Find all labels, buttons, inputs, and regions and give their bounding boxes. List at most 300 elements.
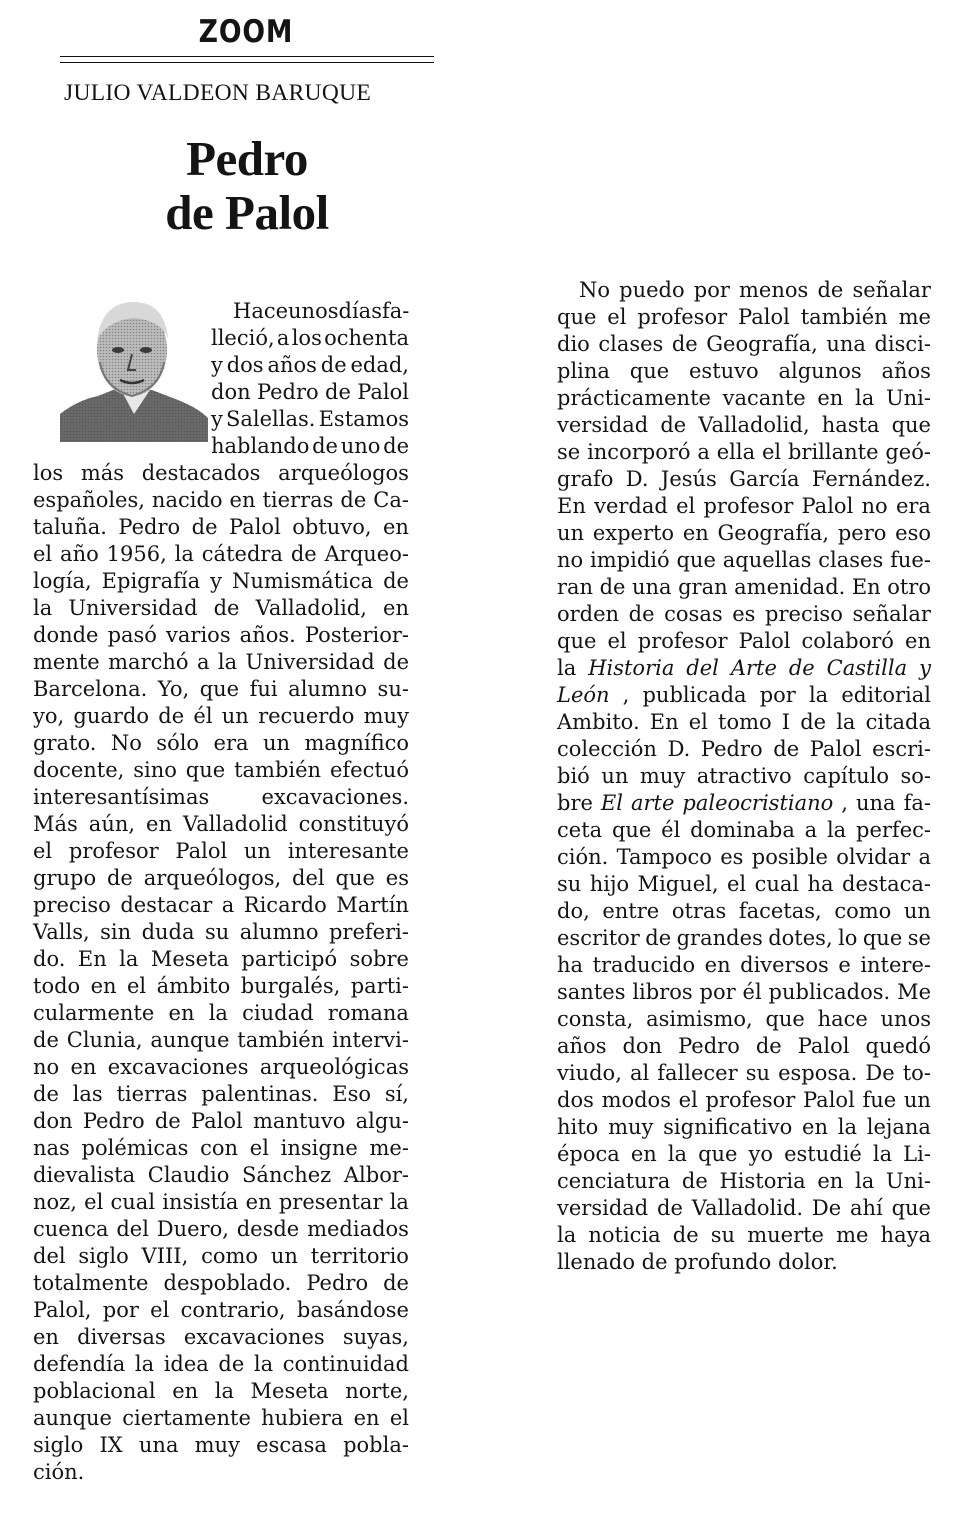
text-word: bre [557, 791, 593, 815]
text-word: so- [900, 764, 931, 788]
text-word: en [682, 521, 709, 545]
text-word: fue [862, 1088, 897, 1112]
text-word: García [729, 467, 800, 491]
text-word: Palol [738, 305, 790, 329]
text-line [33, 487, 409, 514]
text-word: preferi- [328, 920, 409, 944]
text-word: se [907, 926, 931, 950]
text-word: su [557, 872, 582, 896]
text-word: de [788, 656, 815, 680]
text-word: que [185, 758, 226, 782]
text-word: el [33, 542, 53, 566]
text-line [557, 547, 931, 574]
text-word: participó [241, 947, 338, 971]
text-word: ciudad [242, 1001, 314, 1025]
text-word: publicada [642, 683, 747, 707]
text-word: a [918, 845, 931, 869]
text-word: Ambito. [557, 710, 640, 734]
text-word: un [601, 764, 629, 788]
text-word: que [765, 1007, 805, 1031]
text-word: profesor [705, 1088, 796, 1112]
text-word: pero [837, 521, 887, 545]
text-word: preciso [765, 602, 843, 626]
text-word: era [895, 494, 931, 518]
text-line [557, 682, 931, 709]
text-word: tomo [718, 710, 772, 734]
text-word: el [389, 1406, 409, 1430]
text-word: destaca- [842, 872, 931, 896]
text-word: Numismática [231, 569, 374, 593]
text-word: consta, [557, 1007, 634, 1031]
text-word: Palol [801, 494, 854, 518]
text-word: diversos [740, 953, 829, 977]
text-word: de [106, 866, 133, 890]
text-word: años [557, 1034, 607, 1058]
text-word: perfec- [856, 818, 931, 842]
text-word: el [688, 710, 708, 734]
text-word: él [742, 980, 762, 1004]
text-word: intere- [860, 953, 931, 977]
text-line [33, 1216, 409, 1243]
text-word: su [745, 1061, 771, 1085]
text-word: al [629, 1061, 650, 1085]
text-word: una [855, 791, 896, 815]
text-word: escri- [872, 737, 931, 761]
text-word: ochenta [324, 326, 409, 350]
text-word: alumno [239, 920, 319, 944]
text-line [33, 649, 409, 676]
text-word: algunos [778, 359, 862, 383]
text-word: la [808, 683, 829, 707]
text-line [33, 1027, 409, 1054]
text-word: fui [249, 677, 278, 701]
text-word: gran [678, 575, 728, 599]
text-word: profundo [674, 1250, 778, 1274]
text-word: muerte [747, 1223, 824, 1247]
text-word: un [221, 704, 249, 728]
text-word: que [611, 818, 652, 842]
text-word: hijo [589, 872, 630, 896]
text-line [557, 1006, 931, 1033]
text-line [33, 757, 409, 784]
text-word: Valladolid. [691, 1196, 804, 1220]
text-word: en [90, 974, 117, 998]
text-line [211, 433, 409, 460]
text-word: no [861, 494, 888, 518]
text-word: libros [632, 980, 693, 1004]
text-word: Miguel, [637, 872, 719, 896]
text-line [211, 325, 409, 352]
text-word: y [919, 656, 931, 680]
text-word: su [710, 1223, 736, 1247]
text-word: en [817, 386, 844, 410]
text-word: arqueólogos, [143, 866, 282, 890]
text-word: un [903, 899, 931, 923]
text-word: Historia [588, 656, 675, 680]
text-word: e [838, 953, 851, 977]
text-word: Hace [233, 299, 289, 323]
text-word: estuvo [688, 359, 759, 383]
text-word: Fernández. [811, 467, 931, 491]
text-word: sobre [349, 947, 409, 971]
text-word: a [804, 818, 818, 842]
text-line [33, 811, 409, 838]
text-word: me [836, 1223, 869, 1247]
text-word: fue- [890, 548, 931, 572]
text-word: versidad [557, 1196, 649, 1220]
text-word: de [628, 602, 655, 626]
text-word: el [249, 1136, 269, 1160]
text-word: años. [239, 623, 296, 647]
text-word: publicados. [768, 980, 891, 1004]
text-word: de [773, 737, 800, 761]
text-word: fa- [381, 299, 410, 323]
text-word: yo [748, 1142, 774, 1166]
text-word: grato. [33, 731, 97, 755]
text-word: un [557, 521, 585, 545]
text-word: intervi- [332, 1028, 409, 1052]
text-line [211, 352, 409, 379]
text-word: de [681, 1169, 708, 1193]
text-word: incorporó [587, 440, 691, 464]
text-line [557, 331, 931, 358]
text-word: de [383, 650, 409, 674]
text-word: en [146, 812, 172, 836]
text-word: De [811, 1196, 842, 1220]
text-line [557, 520, 931, 547]
text-word: arqueológicas [259, 1055, 409, 1079]
text-line [33, 1378, 409, 1405]
text-word: clases [818, 548, 884, 572]
text-word: varios [166, 623, 231, 647]
text-word: en [168, 1001, 195, 1025]
text-word: año [60, 542, 99, 566]
text-word: fa- [903, 791, 931, 815]
text-line [557, 763, 931, 790]
text-line [33, 865, 409, 892]
text-word: poblacional [33, 1379, 156, 1403]
text-word: de [33, 1028, 59, 1052]
text-word: tierras [262, 488, 334, 512]
text-line [557, 898, 931, 925]
text-word: dio [557, 332, 590, 356]
text-line [557, 1249, 931, 1276]
text-word: unos [880, 1007, 931, 1031]
text-word: una [826, 332, 866, 356]
text-word: él [661, 818, 681, 842]
text-word: obtuvo, [292, 515, 372, 539]
text-word: hace [817, 1007, 868, 1031]
text-word: hasta [821, 413, 880, 437]
text-line [33, 1162, 409, 1189]
text-word: y [210, 569, 222, 593]
text-line [557, 844, 931, 871]
headline-line: de Palol [165, 185, 329, 240]
text-word: años [881, 359, 931, 383]
text-line [211, 298, 409, 325]
text-word: Pedro [118, 515, 181, 539]
text-word: Valladolid, [255, 596, 367, 620]
text-word: la [836, 710, 856, 734]
text-word: también [800, 305, 888, 329]
text-word: don [33, 1109, 73, 1133]
text-word: una [138, 1433, 179, 1457]
text-word: el [84, 1190, 104, 1214]
text-word: en [70, 1055, 97, 1079]
text-word: En [77, 947, 107, 971]
text-line [557, 871, 931, 898]
text-line [33, 703, 409, 730]
text-line [557, 412, 931, 439]
text-word: siglo [78, 1244, 129, 1268]
text-word: capítulo [803, 764, 889, 788]
text-word: de [218, 1352, 245, 1376]
text-word: norte, [345, 1379, 409, 1403]
text-word: palentinas. [201, 1082, 319, 1106]
text-line [33, 1351, 409, 1378]
text-word: significativo [663, 1115, 793, 1139]
text-word: ella [716, 440, 756, 464]
text-word: Palol [229, 515, 281, 539]
text-word: que [676, 548, 716, 572]
text-word: a [221, 893, 235, 917]
text-word: muy [608, 1115, 654, 1139]
text-word: En [557, 494, 586, 518]
text-word: años [267, 353, 317, 377]
text-word: sólo [156, 731, 200, 755]
text-word: Eso [332, 1082, 372, 1106]
text-word: Palol [797, 1034, 850, 1058]
text-word: contrario, [180, 1298, 286, 1322]
text-word: también [234, 758, 322, 782]
text-word: edad, [350, 353, 409, 377]
text-word: que [891, 413, 931, 437]
text-line [33, 514, 409, 541]
text-line [33, 676, 409, 703]
text-word: de [657, 1196, 683, 1220]
headline-line: Pedro [186, 131, 308, 186]
text-word: diversas [77, 1325, 166, 1349]
text-word: mantuvo [252, 1109, 346, 1133]
text-word: facetas, [738, 899, 822, 923]
text-line [33, 1324, 409, 1351]
text-word: ha [807, 872, 834, 896]
text-word: la [33, 596, 53, 620]
text-word: por [759, 683, 796, 707]
text-word: constituyó [298, 812, 409, 836]
text-word: ciertamente [122, 1406, 251, 1430]
text-line [33, 1432, 409, 1459]
text-line [557, 1222, 931, 1249]
text-word: destacados [141, 461, 261, 485]
text-word: En [649, 710, 679, 734]
text-word: Epigrafía [101, 569, 201, 593]
text-word: prácticamente [557, 386, 711, 410]
text-word: ha [557, 953, 584, 977]
text-line [557, 925, 931, 952]
text-word: me [898, 305, 931, 329]
text-word: , [841, 791, 848, 815]
text-word: cularmente [33, 1001, 155, 1025]
text-word: hito [557, 1115, 599, 1139]
text-line [557, 790, 931, 817]
text-word: Palol [357, 380, 409, 404]
text-word: Palol [190, 1109, 243, 1133]
text-word: Pedro [678, 1034, 740, 1058]
text-word: Uni- [885, 386, 931, 410]
text-word: suyas, [342, 1325, 409, 1349]
text-word: amenidad. [734, 575, 846, 599]
text-word: Pedro [700, 737, 763, 761]
text-word: Ca- [373, 488, 409, 512]
text-word: su [204, 920, 230, 944]
text-line [33, 730, 409, 757]
text-word: cosas [664, 602, 723, 626]
text-word: impidió [590, 548, 670, 572]
text-word: taluña. [33, 515, 107, 539]
text-word: escritor [557, 926, 640, 950]
text-word: a [276, 326, 290, 350]
text-word: muy [194, 1433, 240, 1457]
text-word: mente [33, 650, 100, 674]
text-word: en [383, 515, 409, 539]
text-word: puedo [619, 278, 685, 302]
text-word: el [678, 1088, 698, 1112]
text-word: versidad [557, 413, 649, 437]
text-word: Geografía, [717, 521, 830, 545]
text-word: hablando [211, 434, 310, 458]
text-word: Sánchez [242, 1163, 332, 1187]
text-word: de [755, 1034, 782, 1058]
text-line [33, 541, 409, 568]
text-word: la [872, 1142, 893, 1166]
text-word: cátedra [201, 542, 283, 566]
text-word: aunque [33, 1406, 112, 1430]
text-word: citada [865, 710, 931, 734]
text-word: excavaciones [183, 1325, 325, 1349]
text-line [33, 1081, 409, 1108]
text-word: otras [671, 899, 727, 923]
text-word: alumno [288, 677, 368, 701]
text-word: el [150, 1298, 170, 1322]
text-word: el [676, 494, 696, 518]
text-word: en [802, 1115, 828, 1139]
text-line [557, 277, 931, 304]
text-word: nacido [151, 488, 223, 512]
text-word: noticia [588, 1223, 661, 1247]
text-word: defendía [33, 1352, 126, 1376]
text-word: que [335, 866, 375, 890]
text-word: de [340, 488, 367, 512]
text-word: quedó [865, 1034, 931, 1058]
text-word: Arqueo- [324, 542, 409, 566]
text-word: señalar [852, 602, 931, 626]
text-line [33, 838, 409, 865]
text-line [33, 1243, 409, 1270]
text-word: cual [110, 1190, 156, 1214]
text-word: do. [33, 947, 66, 971]
text-word: es [732, 602, 756, 626]
text-line [557, 1087, 931, 1114]
text-word: por [102, 1298, 139, 1322]
text-word: León [557, 683, 610, 707]
text-word: Barcelona. [33, 677, 148, 701]
text-word: llenado [557, 1250, 642, 1274]
text-word: De [865, 1061, 895, 1085]
text-word: que [629, 359, 670, 383]
text-word: el [127, 974, 147, 998]
text-word: desde [236, 1217, 300, 1241]
text-word: muy [363, 704, 409, 728]
text-line [33, 1000, 409, 1027]
text-word: el [727, 872, 747, 896]
text-word: Palol [738, 629, 791, 653]
text-word: duda [141, 920, 195, 944]
text-word: ahí [849, 1196, 883, 1220]
text-word: marchó [108, 650, 189, 674]
text-word: No [110, 731, 142, 755]
text-word: sino [133, 758, 177, 782]
text-word: dolor. [777, 1250, 838, 1274]
text-word: Jesús [660, 467, 717, 491]
text-word: dominaba [690, 818, 795, 842]
text-word: su- [377, 677, 409, 701]
text-word: también [237, 1028, 325, 1052]
text-word: esposa. [778, 1061, 858, 1085]
text-word: Palol, [33, 1298, 92, 1322]
header-rule-top [60, 56, 434, 57]
text-line [557, 979, 931, 1006]
text-line [557, 1168, 931, 1195]
text-word: atractivo [696, 764, 792, 788]
text-word: Geografía, [706, 332, 818, 356]
text-word: más [80, 461, 125, 485]
text-line [33, 1108, 409, 1135]
text-word: lo [838, 926, 858, 950]
text-word: bió [557, 764, 590, 788]
text-word: como [834, 899, 892, 923]
text-word: Ricardo [243, 893, 327, 917]
text-line [557, 628, 931, 655]
text-word: magnífico [304, 731, 409, 755]
article-column-right [557, 277, 931, 1276]
text-word: de [290, 542, 317, 566]
text-line [557, 304, 931, 331]
text-word: de [191, 515, 218, 539]
text-word: logía, [33, 569, 92, 593]
text-line [557, 439, 931, 466]
text-word: Universidad [68, 596, 198, 620]
text-word: la [217, 650, 238, 674]
text-word: de [33, 1082, 59, 1106]
text-word: se [557, 440, 581, 464]
text-word: En [851, 575, 881, 599]
text-word: la [855, 386, 875, 410]
text-word: Pedro [256, 380, 319, 404]
text-word: arte [630, 791, 675, 815]
text-word: Duero, [156, 1217, 229, 1241]
section-label: ZOOM [198, 14, 294, 50]
text-line [33, 1459, 409, 1486]
text-word: en [245, 1190, 272, 1214]
text-word: preciso [33, 893, 111, 917]
text-word: haya [880, 1223, 931, 1247]
text-word: excavaciones. [261, 785, 409, 809]
text-word: del [33, 1244, 66, 1268]
text-word: lleció, [211, 326, 275, 350]
text-word: orden [557, 602, 620, 626]
text-word: Uni- [885, 1169, 931, 1193]
